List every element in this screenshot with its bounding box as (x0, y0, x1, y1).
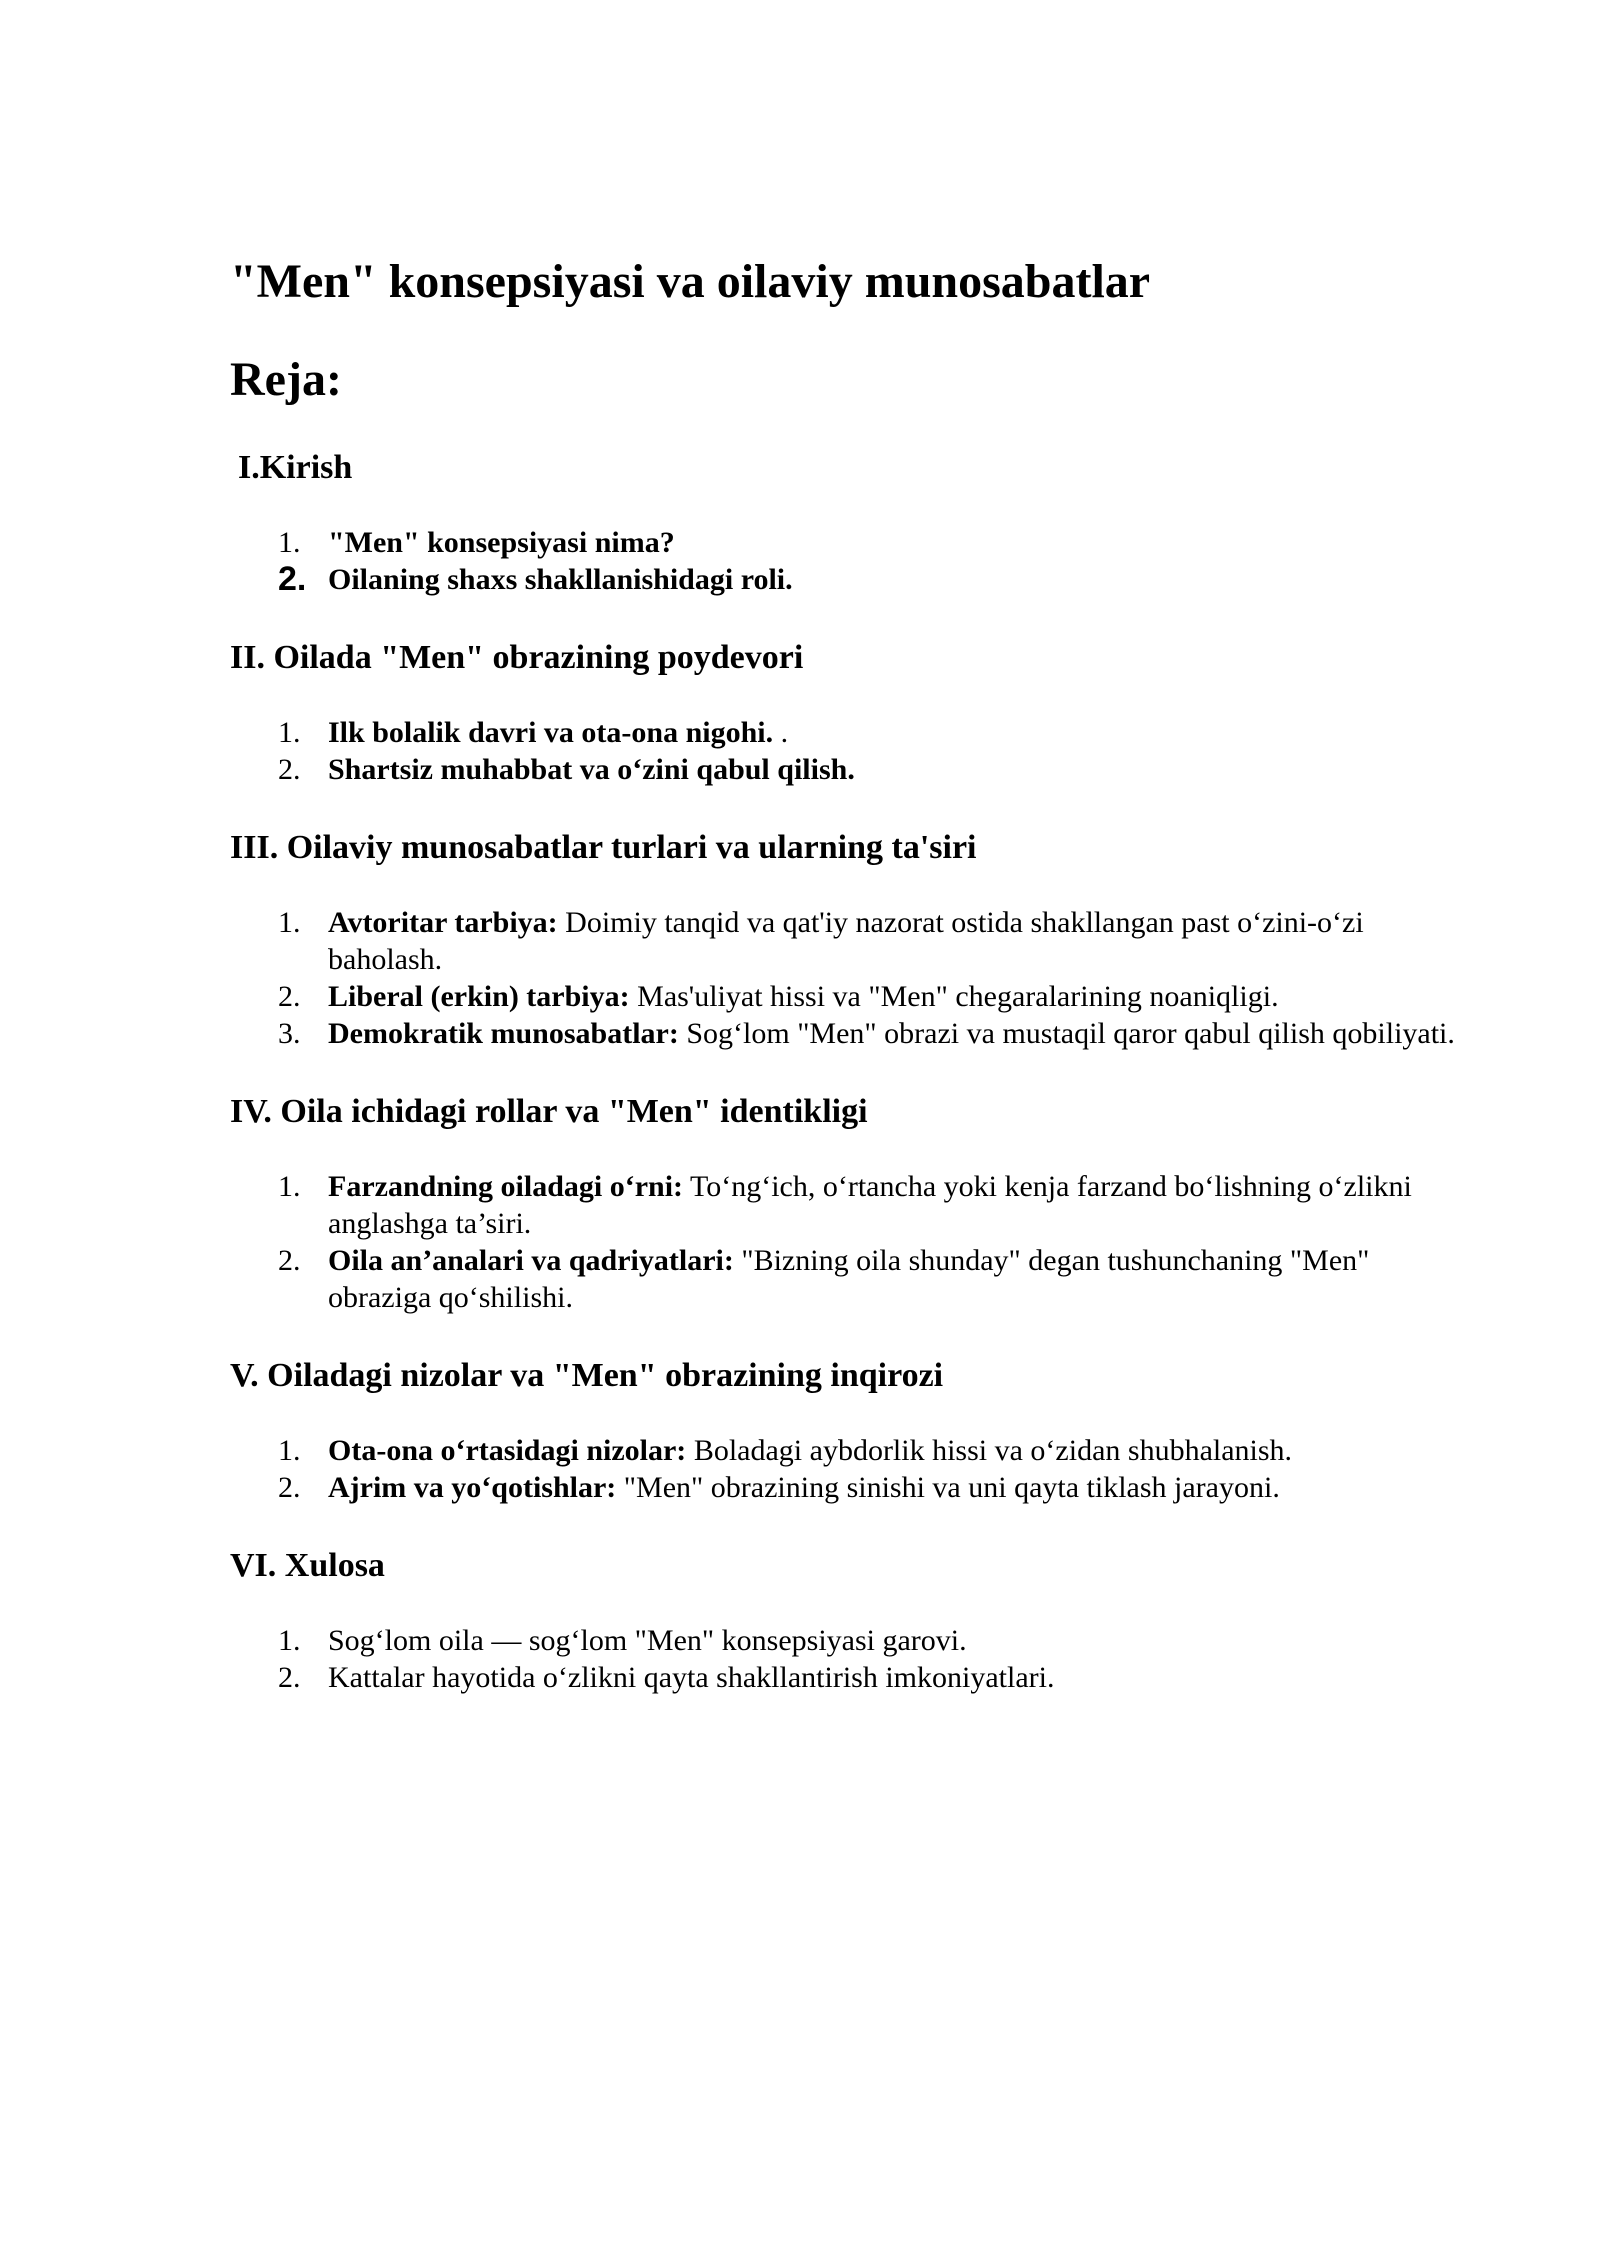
section-list-munosabatlar-turlari (230, 904, 1460, 1052)
section-list-poydevor (230, 714, 1460, 788)
item-number: 3. (278, 1017, 301, 1050)
section-list-nizolar (230, 1432, 1460, 1506)
item-bold-text: Liberal (erkin) tarbiya: (328, 980, 630, 1013)
list-item (230, 751, 1460, 788)
item-bold-text: Ilk bolalik davri va ota-ona nigohi. (328, 716, 774, 749)
item-text: Sog‘lom oila — sog‘lom "Men" konsepsiyasi garovi. (328, 1624, 967, 1657)
item-number: 2. (278, 980, 301, 1013)
list-item (230, 1242, 1460, 1316)
document-title: "Men" konsepsiyasi va oilaviy munosabatlar (230, 255, 1151, 308)
item-text: To‘ng‘ich, o‘rtancha yoki kenja farzand bo‘lishning o‘zlikni anglashga ta’siri. (328, 1170, 1412, 1240)
item-text: Kattalar hayotida o‘zlikni qayta shakllantirish imkoniyatlari. (328, 1661, 1055, 1694)
item-text: . (773, 716, 789, 749)
item-number: 1. (278, 906, 301, 939)
list-item (230, 978, 1460, 1015)
section-heading-kirish: I.Kirish (238, 449, 353, 486)
item-text: "Bizning oila shunday" degan tushunchaning "Men" obraziga qo‘shilishi. (328, 1244, 1370, 1314)
list-item (230, 714, 1460, 751)
item-number: 1. (278, 716, 301, 749)
plan-heading: Reja: (230, 353, 342, 406)
list-item (230, 904, 1460, 978)
item-number: 2. (278, 753, 301, 786)
item-bold-text: Oila an’analari va qadriyatlari: (328, 1244, 734, 1277)
item-number: 1. (278, 1434, 301, 1467)
item-bold-text: Ota-ona o‘rtasidagi nizolar: (328, 1434, 687, 1467)
list-item (230, 1659, 1460, 1696)
item-number: 2. (278, 560, 307, 598)
section-list-rollar (230, 1168, 1460, 1316)
item-bold-text: "Men" konsepsiyasi nima? (328, 526, 675, 559)
item-text: "Men" obrazining sinishi va uni qayta tiklash jarayoni. (616, 1471, 1280, 1504)
item-bold-text: Avtoritar tarbiya: (328, 906, 558, 939)
section-list-xulosa (230, 1622, 1460, 1696)
list-item (230, 1622, 1460, 1659)
item-number: 1. (278, 1624, 301, 1657)
section-list-kirish (230, 524, 1460, 598)
list-item (230, 561, 1460, 598)
section-heading-poydevor: II. Oilada "Men" obrazining poydevori (230, 639, 804, 676)
item-bold-text: Demokratik munosabatlar: (328, 1017, 679, 1050)
item-text: Boladagi aybdorlik hissi va o‘zidan shubhalanish. (686, 1434, 1293, 1467)
section-heading-xulosa: VI. Xulosa (230, 1547, 385, 1584)
item-number: 1. (278, 526, 301, 559)
item-number: 2. (278, 1661, 301, 1694)
list-item (230, 524, 1460, 561)
section-heading-rollar: IV. Oila ichidagi rollar va "Men" identikligi (230, 1093, 868, 1130)
item-number: 1. (278, 1170, 301, 1203)
item-text: Sog‘lom "Men" obrazi va mustaqil qaror qabul qilish qobiliyati. (678, 1017, 1455, 1050)
item-bold-text: Farzandning oiladagi o‘rni: (328, 1170, 684, 1203)
section-heading-munosabatlar-turlari: III. Oilaviy munosabatlar turlari va ularning ta'siri (230, 829, 977, 866)
item-number: 2. (278, 1471, 301, 1504)
item-text: Doimiy tanqid va qat'iy nazorat ostida shakllangan past o‘zini-o‘zi baholash. (328, 906, 1364, 976)
item-bold-text: Oilaning shaxs shakllanishidagi roli. (328, 563, 793, 596)
document-page (230, 250, 1460, 1696)
list-item (230, 1469, 1460, 1506)
item-bold-text: Shartsiz muhabbat va o‘zini qabul qilish. (328, 753, 855, 786)
item-number: 2. (278, 1244, 301, 1277)
item-text: Mas'uliyat hissi va "Men" chegaralarining noaniqligi. (629, 980, 1279, 1013)
list-item (230, 1168, 1460, 1242)
list-item (230, 1015, 1460, 1052)
section-heading-nizolar: V. Oiladagi nizolar va "Men" obrazining inqirozi (230, 1357, 944, 1394)
list-item (230, 1432, 1460, 1469)
item-bold-text: Ajrim va yo‘qotishlar: (328, 1471, 617, 1504)
